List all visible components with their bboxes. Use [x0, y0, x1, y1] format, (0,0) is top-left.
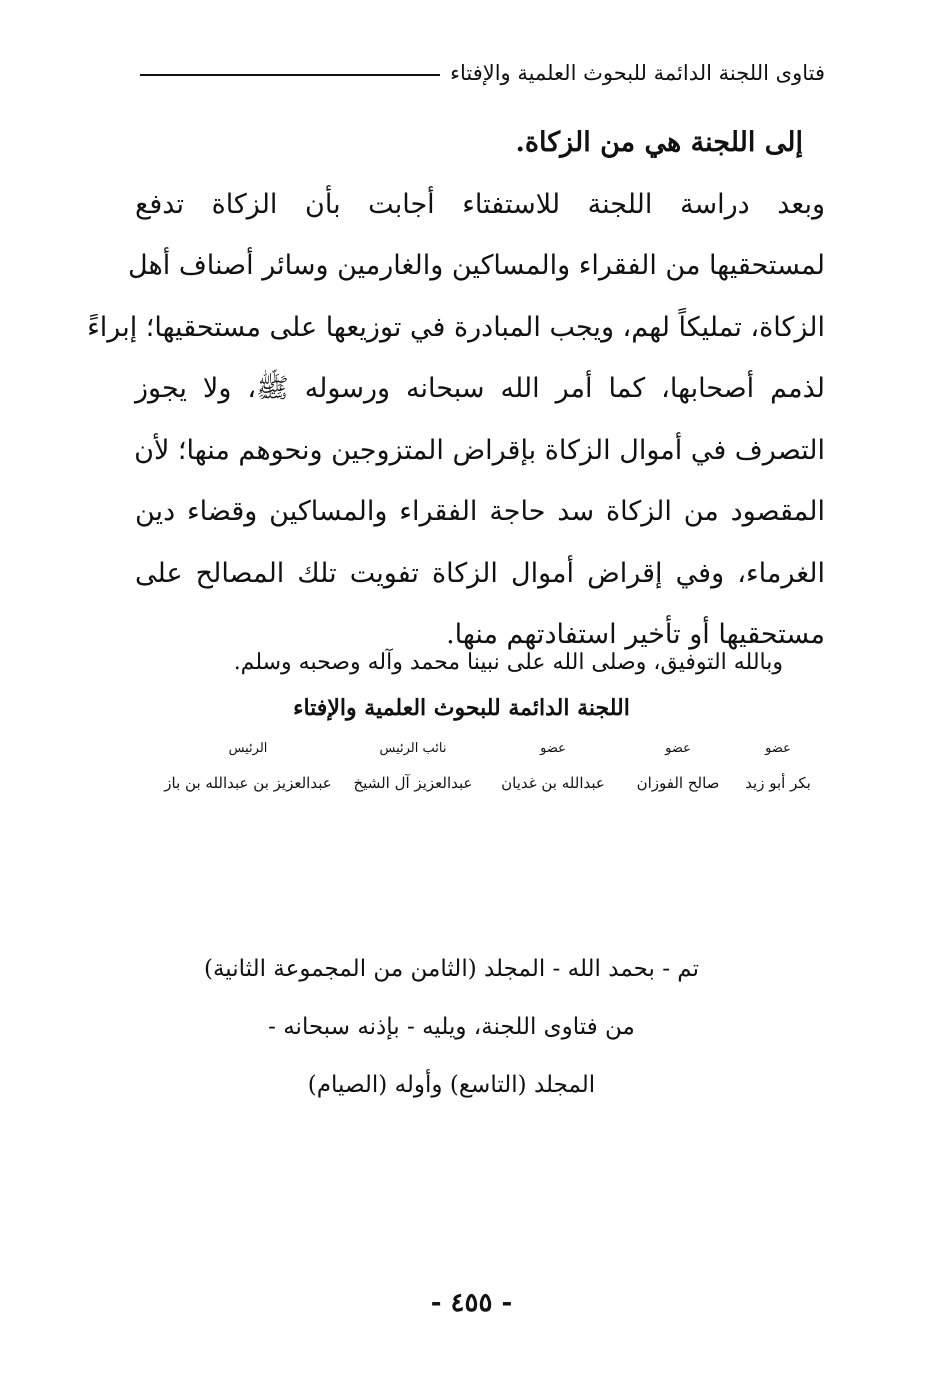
member-name: صالح الفوزان — [636, 774, 720, 792]
running-header — [140, 56, 825, 90]
member-name: عبدالعزيز آل الشيخ — [353, 774, 473, 792]
body-line: لذمم أصحابها، كما أمر الله سبحانه ورسوله ﷺ، ولا يجوز — [135, 373, 825, 404]
body-line: التصرف في أموال الزكاة بإقراض المتزوجين ونحوهم منها؛ لأن — [134, 434, 825, 466]
body-line: إلى اللجنة هي من الزكاة. — [515, 127, 803, 158]
body-line: المقصود من الزكاة سد حاجة الفقراء والمساكين وقضاء دين — [135, 496, 825, 527]
end-note-line: تم - بحمد الله - المجلد (الثامن من المجموعة الثانية) — [204, 956, 699, 982]
volume-end-note — [0, 940, 943, 1114]
signature-member — [493, 740, 613, 794]
signature-member — [343, 740, 483, 794]
member-role: عضو — [540, 741, 566, 756]
closing-line: وبالله التوفيق، وصلى الله على نبينا محمد وآله وصحبه وسلم. — [233, 650, 783, 675]
signature-block — [163, 740, 823, 810]
signature-member — [628, 740, 728, 794]
member-role: نائب الرئيس — [379, 741, 447, 756]
member-role: عضو — [665, 741, 691, 756]
end-note-line: من فتاوى اللجنة، ويليه - بإذنه سبحانه - — [268, 1014, 635, 1040]
header-title: فتاوى اللجنة الدائمة للبحوث العلمية والإفتاء — [450, 61, 825, 85]
body-line: مستحقيها أو تأخير استفادتهم منها. — [446, 619, 825, 650]
page-number: - ٤٥٥ - — [430, 1288, 513, 1318]
body-line: الزكاة، تمليكاً لهم، ويجب المبادرة في توزيعها على مستحقيها؛ إبراءً — [87, 311, 825, 343]
body-line: لمستحقيها من الفقراء والمساكين والغارمين وسائر أصناف أهل — [128, 250, 825, 281]
member-name: عبدالعزيز بن عبدالله بن باز — [164, 774, 332, 792]
member-role: الرئيس — [228, 741, 268, 756]
signature-member — [163, 740, 333, 794]
member-role: عضو — [765, 741, 791, 756]
committee-name: اللجنة الدائمة للبحوث العلمية والإفتاء — [293, 695, 630, 721]
body-line: وبعد دراسة اللجنة للاستفتاء أجابت بأن الزكاة تدفع — [135, 188, 825, 220]
member-name: عبدالله بن غديان — [501, 774, 605, 792]
fatwa-body — [87, 112, 825, 666]
end-note-line: المجلد (التاسع) وأوله (الصيام) — [307, 1072, 596, 1098]
header-rule — [140, 74, 440, 76]
body-line: الغرماء، وفي إقراض أموال الزكاة تفويت تلك المصالح على — [135, 557, 825, 589]
member-name: بكر أبو زيد — [745, 774, 811, 792]
signature-member — [733, 740, 823, 794]
